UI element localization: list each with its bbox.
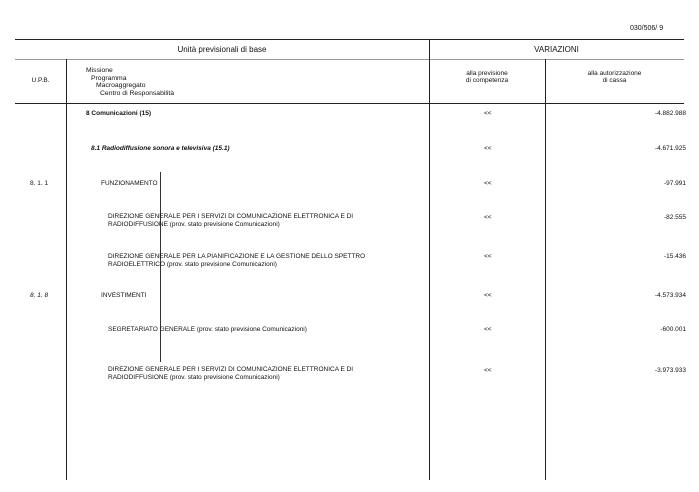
row-competenza: << — [484, 180, 492, 187]
row-label-centro: SEGRETARIATO GENERALE (prov. stato previsione Comunicazioni) — [108, 326, 307, 333]
row-label-investimenti: INVESTIMENTI — [101, 292, 147, 299]
hier-macroaggregato: Macroaggregato — [96, 82, 146, 89]
row-label-missione: 8 Comunicazioni (15) — [86, 110, 152, 117]
row-label-centro: DIREZIONE GENERALE PER I SERVIZI DI COMUNICAZIONE ELETTRONICA E DI RADIODIFFUSIONE (prov. stato previsione Comunicazioni) — [108, 213, 354, 228]
hier-centro: Centro di Responsabilità — [100, 89, 175, 97]
row-competenza: << — [484, 214, 492, 221]
row-cassa: -4.671.925 — [654, 145, 686, 152]
row-cassa: -3.973.933 — [654, 367, 686, 374]
row-competenza: << — [484, 326, 492, 333]
variazioni-title: VARIAZIONI — [534, 45, 579, 54]
row-label-funzionamento: FUNZIONAMENTO — [101, 180, 158, 187]
row-competenza: << — [484, 110, 492, 117]
col-variazioni-divider — [429, 39, 430, 480]
col-upb-divider — [66, 59, 67, 480]
row-competenza: << — [484, 367, 492, 374]
row-label-centro: DIREZIONE GENERALE PER I SERVIZI DI COMUNICAZIONE ELETTRONICA E DI RADIODIFFUSIONE (prov. stato previsione Comunicazioni) — [108, 366, 354, 381]
row-competenza: << — [484, 253, 492, 260]
row-cassa: -4.882.988 — [654, 110, 686, 117]
row-cassa: -82.555 — [663, 214, 686, 221]
unita-title: Unità previsionali di base — [177, 45, 267, 54]
header-divider — [15, 59, 684, 60]
col-cassa-divider — [545, 59, 546, 480]
competenza-label: alla previsione di competenza — [465, 70, 509, 84]
hier-missione: Missione — [86, 67, 113, 74]
row-cassa: -97.991 — [663, 180, 686, 187]
row-cassa: -600.001 — [660, 326, 686, 333]
cassa-label: alla autorizzazione di cassa — [587, 70, 642, 84]
row-label-centro: DIREZIONE GENERALE PER LA PIANIFICAZIONE E LA GESTIONE DELLO SPETTRO RADIOELETTRICO (prov. stato previsione Comunicazioni) — [108, 253, 366, 268]
page-id: 030/506/ 9 — [630, 25, 664, 32]
row-cassa: -15.436 — [663, 253, 686, 260]
row-code: 8. 1. 1 — [30, 180, 49, 187]
row-code: 8. 1. 8 — [30, 292, 49, 299]
row-competenza: << — [484, 145, 492, 152]
row-label-programma: 8.1 Radiodiffusione sonora e televisiva (15.1) — [91, 145, 230, 152]
hier-programma: Programma — [91, 74, 127, 82]
row-competenza: << — [484, 292, 492, 299]
header-bottom-border — [15, 103, 684, 104]
row-cassa: -4.573.934 — [654, 292, 686, 299]
table-top-border — [15, 39, 684, 40]
hierarchy-labels — [86, 67, 174, 97]
upb-label: U.P.B. — [31, 77, 50, 84]
